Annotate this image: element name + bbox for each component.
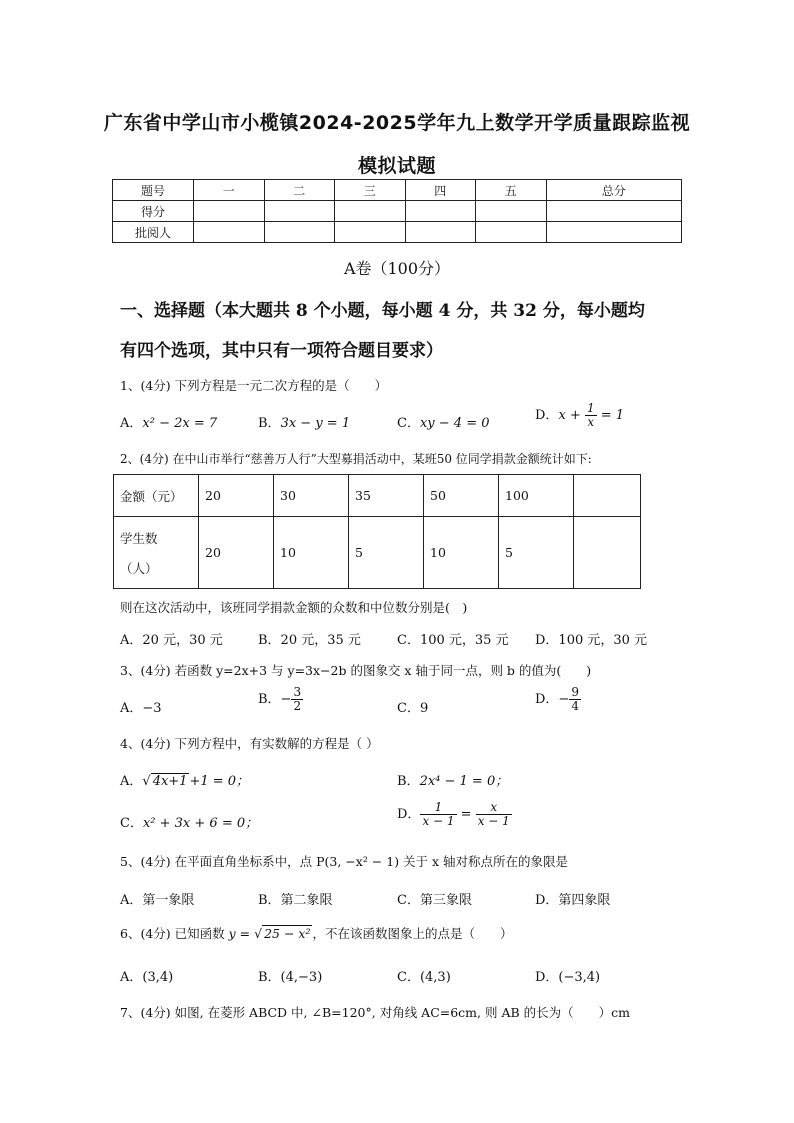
question-6-option-b: B．(4,−3) — [258, 970, 323, 985]
fraction-denominator: 4 — [571, 699, 579, 714]
sqrt-sign: √ — [254, 926, 263, 941]
function-text: y = — [228, 926, 255, 941]
option-text: 2x⁴ − 1 = 0； — [419, 774, 509, 789]
question-5-stem: 5、(4分) 在平面直角坐标系中，点 P(3, −x² − 1) 关于 x 轴对称点所在的象限是 — [120, 854, 569, 869]
section-heading-line1: 一、选择题（本大题共 8 个小题，每小题 4 分，共 32 分，每小题均 — [120, 301, 645, 321]
question-3-option-b — [258, 686, 303, 713]
score-cell — [546, 201, 682, 222]
option-text: x² + 3x + 6 = 0； — [142, 816, 259, 831]
score-cell — [405, 201, 476, 222]
question-6-stem — [120, 924, 512, 942]
sqrt-sign: √ — [142, 774, 151, 789]
score-cell — [264, 222, 335, 243]
score-cell — [546, 222, 682, 243]
question-5-option-b: B．第二象限 — [258, 893, 333, 908]
score-col-header: 一 — [194, 180, 265, 201]
question-4-stem: 4、(4分) 下列方程中，有实数解的方程是（ ） — [120, 736, 379, 751]
fraction — [585, 402, 597, 429]
question-1-stem: 1、(4分) 下列方程是一元二次方程的是（ ） — [120, 378, 388, 393]
fraction-denominator: x − 1 — [477, 814, 510, 829]
stem-text: 6、(4分) 已知函数 — [120, 926, 229, 941]
question-5-option-a: A．第一象限 — [120, 893, 195, 908]
donation-count-row — [114, 517, 641, 589]
fraction-numerator: 1 — [586, 401, 595, 415]
fraction — [476, 801, 512, 828]
radicand: 4x+1 — [152, 774, 188, 789]
option-label: D．− — [535, 692, 570, 708]
table-cell: 20 — [199, 517, 274, 589]
question-2-option-d: D．100 元，30 元 — [535, 633, 648, 648]
score-table-row — [113, 222, 682, 243]
table-cell: 50 — [424, 475, 499, 517]
donation-table — [113, 474, 641, 589]
score-cell — [476, 222, 547, 243]
option-label: B．− — [258, 692, 292, 708]
option-label: A． — [120, 416, 143, 431]
section-heading-line2: 有四个选项，其中只有一项符合题目要求） — [120, 341, 443, 361]
fraction — [569, 686, 581, 713]
score-cell — [194, 201, 265, 222]
option-text: 3x − y = 1 — [280, 416, 351, 431]
option-text: x² − 2x = 7 — [142, 416, 218, 431]
option-label: A． — [120, 774, 143, 789]
option-text: xy − 4 = 0 — [419, 416, 490, 431]
fraction-numerator: 3 — [293, 685, 302, 699]
question-2-option-c: C．100 元，35 元 — [397, 633, 509, 648]
score-table-header-row — [113, 180, 682, 201]
option-label: D． — [535, 408, 559, 424]
question-5-option-d: D．第四象限 — [535, 893, 611, 908]
fraction-denominator: 2 — [293, 699, 302, 714]
option-label: C． — [397, 416, 420, 431]
table-cell — [574, 475, 641, 517]
option-label: C． — [120, 816, 143, 831]
question-4-option-b — [397, 770, 508, 789]
question-4-option-c — [120, 812, 258, 831]
question-3-option-d — [535, 686, 581, 713]
fraction-numerator: 9 — [571, 685, 579, 699]
fraction-numerator: 1 — [420, 801, 456, 815]
volume-label: A卷（100分） — [343, 259, 451, 278]
question-1-option-a — [120, 412, 217, 431]
question-1-option-c — [397, 412, 490, 431]
table-cell: 35 — [349, 475, 424, 517]
question-4-option-a — [120, 770, 249, 789]
score-cell — [264, 201, 335, 222]
score-table — [112, 179, 682, 243]
question-3-option-a: A．−3 — [120, 701, 162, 716]
exam-title-line2: 模拟试题 — [357, 155, 436, 177]
table-cell — [574, 517, 641, 589]
fraction-denominator: x − 1 — [422, 814, 455, 829]
option-text: +1 = 0； — [189, 774, 250, 789]
radicand: 25 − x² — [264, 926, 311, 941]
score-col-header: 二 — [264, 180, 335, 201]
option-label: B． — [258, 416, 281, 431]
question-4-option-d — [397, 801, 512, 828]
score-cell — [335, 201, 406, 222]
table-cell: 5 — [349, 517, 424, 589]
fraction-numerator: x — [476, 801, 512, 815]
score-col-header: 五 — [476, 180, 547, 201]
table-row-label: 金额（元） — [114, 475, 199, 517]
score-cell — [335, 222, 406, 243]
table-cell: 10 — [274, 517, 349, 589]
question-7-stem: 7、(4分) 如图, 在菱形 ABCD 中, ∠B=120°, 对角线 AC=6cm, 则 AB 的长为（ ）cm — [120, 1005, 630, 1020]
option-text: = 1 — [596, 408, 625, 424]
question-3-stem: 3、(4分) 若函数 y=2x+3 与 y=3x−2b 的图象交 x 轴于同一点，则 b 的值为( ) — [120, 663, 592, 678]
question-1-option-d — [535, 402, 624, 429]
score-cell — [476, 201, 547, 222]
question-6-option-d: D．(−3,4) — [535, 970, 601, 985]
score-row-label: 批阅人 — [113, 222, 194, 243]
score-col-header: 题号 — [113, 180, 194, 201]
question-2-followup: 则在这次活动中，该班同学捐款金额的众数和中位数分别是( ) — [120, 600, 468, 615]
score-cell — [194, 222, 265, 243]
question-2-option-a: A．20 元，30 元 — [120, 633, 223, 648]
table-cell: 10 — [424, 517, 499, 589]
option-label: D． — [397, 807, 421, 823]
question-6-option-a: A．(3,4) — [120, 970, 174, 985]
option-text: x + — [558, 408, 585, 424]
score-cell — [405, 222, 476, 243]
fraction — [291, 686, 303, 713]
table-cell: 100 — [499, 475, 574, 517]
donation-amount-row — [114, 475, 641, 517]
question-5-option-c: C．第三象限 — [397, 893, 472, 908]
question-2-stem: 2、(4分) 在中山市举行“慈善万人行”大型募捐活动中，某班50 位同学捐款金额统计如下: — [120, 452, 592, 466]
equals-sign: = — [460, 807, 472, 823]
table-cell: 20 — [199, 475, 274, 517]
score-col-header: 总分 — [546, 180, 682, 201]
question-1-option-b — [258, 412, 350, 431]
table-cell: 30 — [274, 475, 349, 517]
option-label: B． — [397, 774, 420, 789]
table-row-label — [114, 517, 199, 589]
row-label-line: 学生数 — [120, 530, 158, 546]
fraction — [420, 801, 456, 828]
question-2-option-b: B．20 元，35 元 — [258, 633, 361, 648]
score-col-header: 三 — [335, 180, 406, 201]
stem-text: ，不在该函数图象上的点是（ ） — [312, 926, 513, 941]
table-cell: 5 — [499, 517, 574, 589]
row-label-line: （人） — [120, 560, 158, 576]
score-row-label: 得分 — [113, 201, 194, 222]
question-6-option-c: C．(4,3) — [397, 970, 451, 985]
exam-title-line1: 广东省中学山市小榄镇2024-2025学年九上数学开学质量跟踪监视 — [103, 112, 691, 134]
score-table-row — [113, 201, 682, 222]
fraction-denominator: x — [587, 415, 595, 430]
score-col-header: 四 — [405, 180, 476, 201]
question-3-option-c: C．9 — [397, 701, 429, 716]
